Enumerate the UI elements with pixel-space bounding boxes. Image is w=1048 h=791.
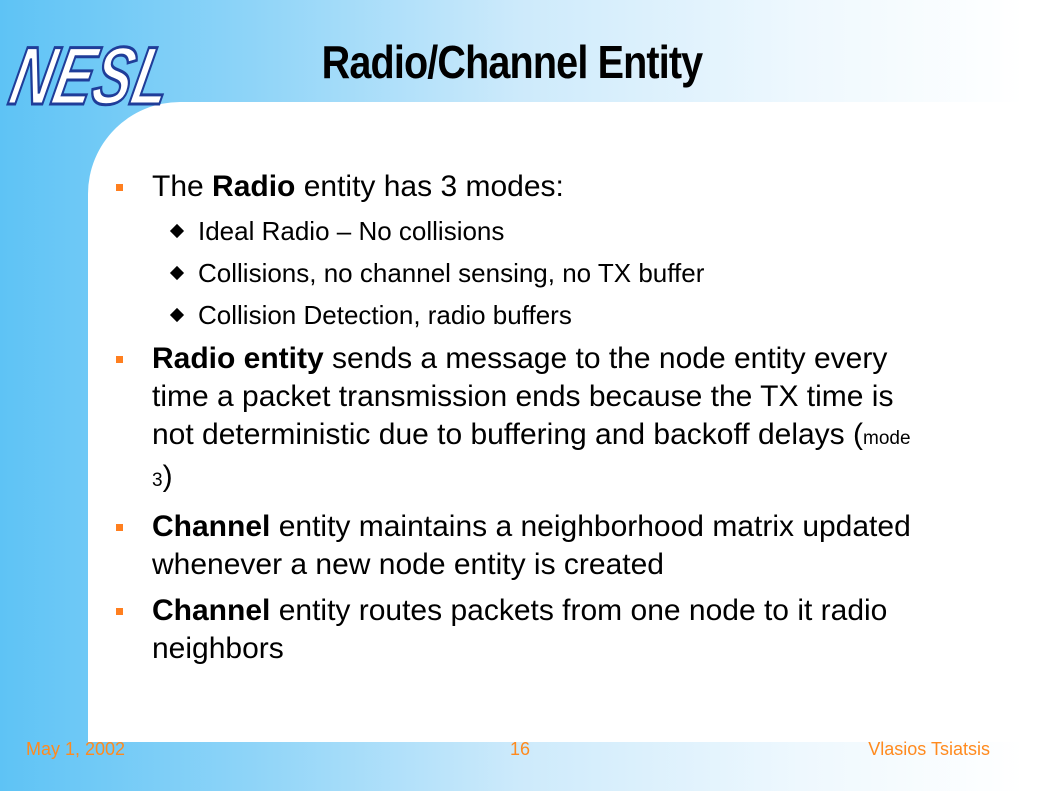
logo-text: NESL: [2, 30, 180, 123]
bullet-channel-routing: Channel entity routes packets from one node to it radio neighbors: [108, 592, 928, 668]
bullet-marker: [116, 608, 123, 615]
bullet-channel-matrix: Channel entity maintains a neighborhood matrix updated whenever a new node entity is created: [108, 508, 928, 584]
footer-page-number: 16: [509, 739, 531, 759]
footer-date: May 1, 2002: [26, 739, 126, 759]
sub-bullet-collisions: Collisions, no channel sensing, no TX buffer: [108, 256, 928, 290]
bullet-radio-modes: The Radio entity has 3 modes:: [108, 168, 928, 206]
diamond-bullet-icon: [170, 224, 184, 238]
bullet-radio-entity: Radio entity sends a message to the node entity every time a packet transmission ends because the TX time is not deterministic due to buffering and backoff delays (mode 3): [108, 340, 928, 500]
bullet-marker: [116, 356, 123, 363]
slide-body: [108, 168, 928, 668]
sub-bullet-ideal-radio: Ideal Radio – No collisions: [108, 214, 928, 248]
footer-author: Vlasios Tsiatsis: [868, 739, 990, 759]
slide-title: Radio/Channel Entity: [321, 36, 703, 88]
diamond-bullet-icon: [170, 266, 184, 280]
bullet-marker: [116, 524, 123, 531]
diamond-bullet-icon: [170, 308, 184, 322]
bullet-marker: [116, 184, 123, 191]
sub-bullet-collision-detection: Collision Detection, radio buffers: [108, 298, 928, 332]
